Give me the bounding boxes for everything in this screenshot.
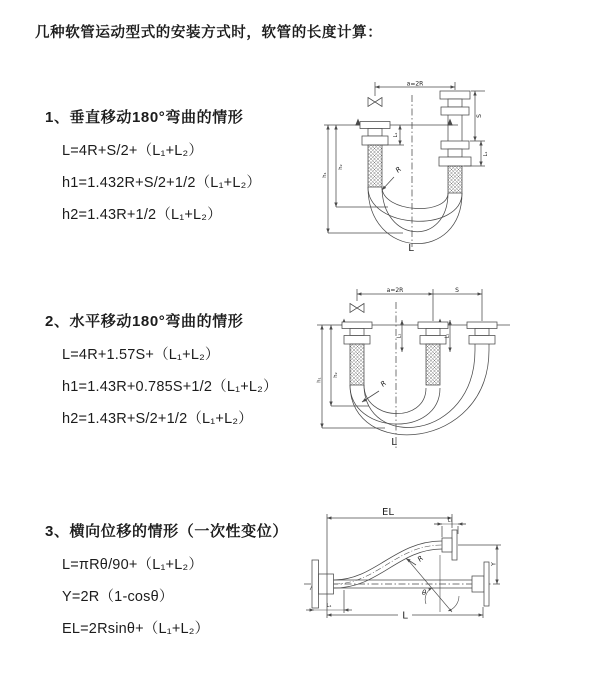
right-end-fitting (439, 91, 471, 166)
braided-hose-section (350, 344, 364, 385)
left-flange (312, 560, 334, 608)
section-2-heading: 2、水平移动180°弯曲的情形 (45, 313, 244, 330)
dim-label-h1: h₁ (322, 172, 328, 178)
braided-hose-section (368, 145, 382, 187)
section-2-formula-h1: h1=1.43R+0.785S+1/2（L₁+L₂） (62, 379, 278, 395)
dim-label-el: EL (382, 507, 394, 518)
dim-label-l1-center: L₁ (444, 333, 451, 339)
section-1-heading: 1、垂直移动180°弯曲的情形 (45, 109, 244, 126)
dimension-el (327, 514, 452, 618)
diagram-lateral-displacement (300, 500, 510, 645)
left-end-fitting (360, 122, 390, 146)
section-3-formula-L: L=πRθ/90+（L₁+L₂） (62, 557, 204, 573)
hose-u-curves (350, 344, 489, 435)
dim-label-a2r: a=2R (386, 287, 404, 294)
dim-label-s: S (476, 114, 483, 118)
braided-hose-section (448, 166, 462, 193)
section-1-formula-h1: h1=1.432R+S/2+1/2（L₁+L₂） (62, 175, 262, 191)
section-3-heading: 3、横向位移的情形（一次性变位） (45, 523, 288, 540)
radius-label: R (416, 554, 426, 564)
braided-hose-section (426, 344, 440, 385)
moved-end-fitting (467, 322, 497, 344)
dim-label-a2r: a=2R (406, 80, 424, 88)
section-2-formula-h2: h2=1.43R+S/2+1/2（L₁+L₂） (62, 411, 253, 427)
section-1-formula-L: L=4R+S/2+（L₁+L₂） (62, 143, 204, 159)
angle-theta-construction (408, 555, 459, 612)
dim-label-h1: h₁ (316, 377, 323, 383)
angle-theta-label: θ (422, 589, 427, 597)
dim-label-h2: h₂ (338, 164, 344, 170)
radius-label: R (394, 165, 404, 175)
radius-label: R (379, 379, 389, 389)
section-2-formula-L: L=4R+1.57S+（L₁+L₂） (62, 347, 220, 363)
section-3-formula-EL: EL=2Rsinθ+（L₁+L₂） (62, 621, 210, 637)
radius-leader (382, 177, 394, 190)
center-end-fitting (418, 322, 448, 344)
dimension-s (464, 91, 485, 166)
dim-label-l1-left: L₁ (393, 132, 399, 138)
hose-u-curves (368, 187, 462, 244)
dim-label-l1-bottom: L₁ (326, 603, 332, 609)
dim-label-l1-left: L₁ (396, 333, 403, 339)
length-label: L (391, 437, 397, 448)
diagram-vertical-180-bend (308, 75, 498, 255)
dim-label-y: Y (490, 562, 498, 566)
radius-leader (406, 559, 416, 566)
diagram-horizontal-180-bend (305, 280, 525, 458)
left-end-fitting (342, 322, 372, 344)
doc-title: 几种软管运动型式的安装方式时，软管的长度计算： (35, 25, 383, 41)
valve-symbol (368, 98, 382, 107)
dim-label-s: S (455, 287, 459, 294)
valve-symbol (350, 304, 364, 313)
length-label: L (408, 243, 414, 254)
length-label: L (402, 610, 408, 622)
right-flange-original (472, 562, 489, 606)
dim-label-l1-right: L₁ (483, 151, 489, 157)
section-1-formula-h2: h2=1.43R+1/2（L₁+L₂） (62, 207, 222, 223)
section-3-formula-Y: Y=2R（1-cosθ） (62, 589, 174, 605)
dimension-l1-top (434, 524, 466, 537)
upper-flange-displaced (442, 530, 457, 560)
dim-label-h2: h₂ (333, 372, 339, 378)
dim-label-l1-top: L₁ (447, 517, 453, 524)
